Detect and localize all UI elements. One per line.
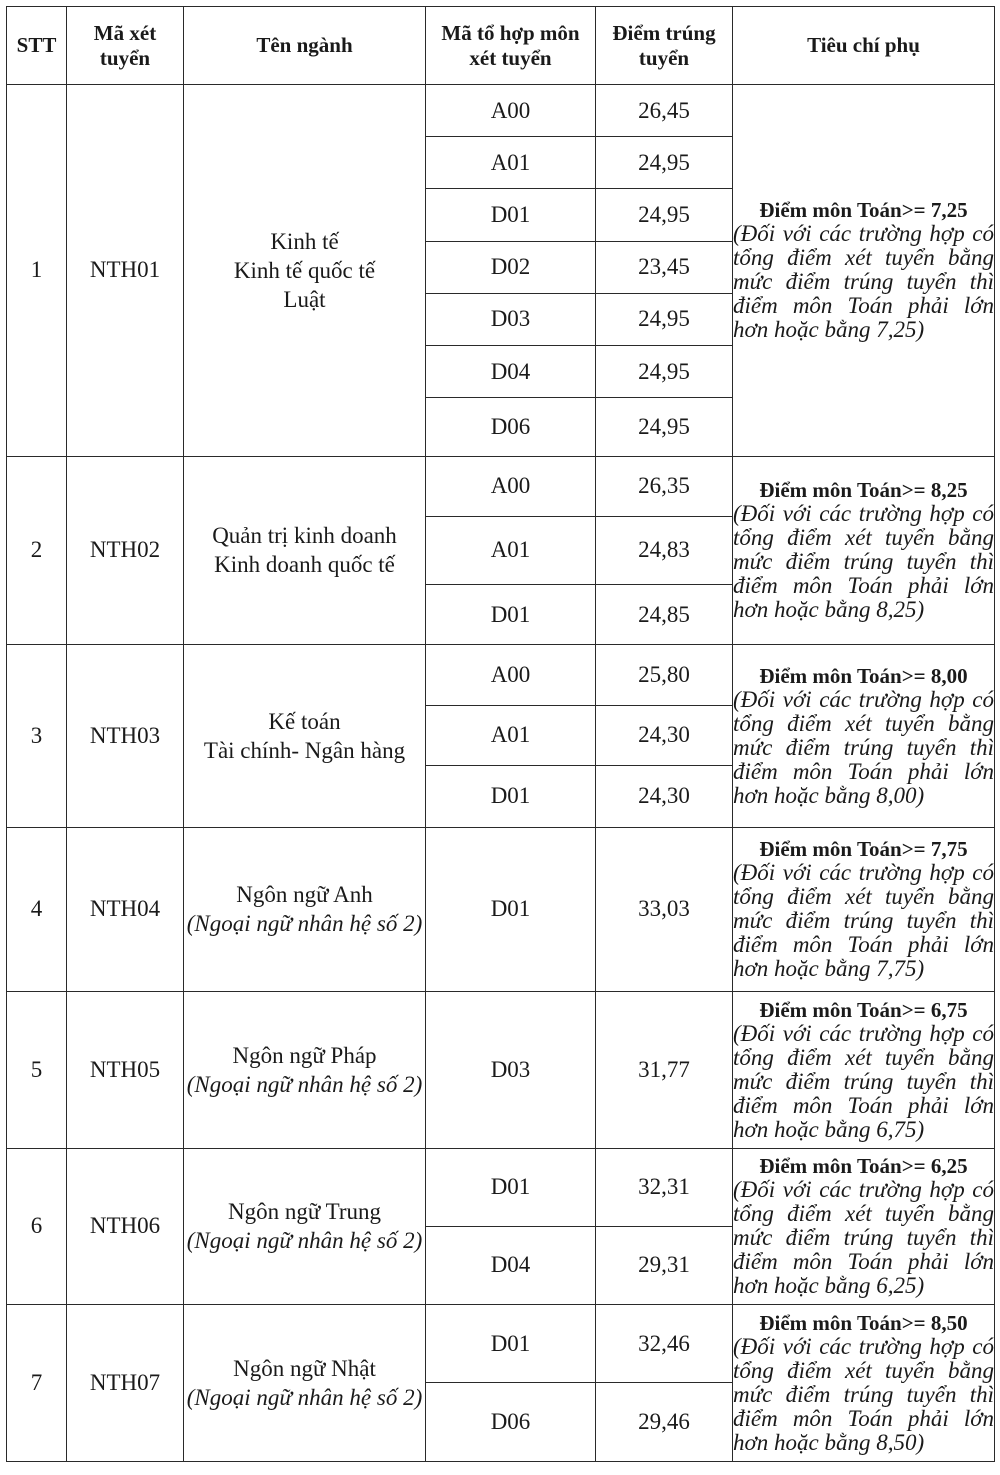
header-row <box>7 7 995 85</box>
header-combo: Mã tổ hợp môn xét tuyển <box>426 7 596 85</box>
score-cell: 24,85 <box>596 585 733 645</box>
admission-code-cell: NTH05 <box>67 991 184 1148</box>
score-cell: 24,95 <box>596 189 733 241</box>
combo-code-cell: D06 <box>426 1383 596 1462</box>
score-cell: 24,95 <box>596 398 733 456</box>
score-cell: 31,77 <box>596 991 733 1148</box>
criteria-note: (Đối với các trường hợp có tổng điểm xét tuyển bằng mức điểm trúng tuyển thì điểm môn Toán phải lớn hơn hoặc bằng 8,50) <box>733 1334 994 1456</box>
stt-cell: 6 <box>7 1148 67 1305</box>
score-cell: 24,95 <box>596 346 733 398</box>
criteria-cell <box>733 828 995 992</box>
stt-cell: 7 <box>7 1305 67 1462</box>
criteria-note: (Đối với các trường hợp có tổng điểm xét tuyển bằng mức điểm trúng tuyển thì điểm môn Toán phải lớn hơn hoặc bằng 8,25) <box>733 501 994 623</box>
major-name-cell <box>184 828 426 992</box>
stt-cell: 1 <box>7 85 67 457</box>
major-note: (Ngoại ngữ nhân hệ số 2) <box>186 1228 423 1254</box>
header-score: Điểm trúng tuyển <box>596 7 733 85</box>
admission-code-cell: NTH02 <box>67 456 184 645</box>
major-name: Kế toán <box>268 709 341 735</box>
stt-cell: 2 <box>7 456 67 645</box>
header-stt: STT <box>7 7 67 85</box>
score-cell: 33,03 <box>596 828 733 992</box>
table-row <box>7 828 995 992</box>
criteria-title: Điểm môn Toán>= 7,75 <box>759 837 968 862</box>
combo-code-cell: A01 <box>426 137 596 189</box>
admission-code-cell: NTH07 <box>67 1305 184 1462</box>
table-row <box>7 85 995 137</box>
major-name: Kinh doanh quốc tế <box>214 552 395 578</box>
criteria-cell <box>733 85 995 457</box>
combo-code-cell: D03 <box>426 293 596 345</box>
criteria-note: (Đối với các trường hợp có tổng điểm xét tuyển bằng mức điểm trúng tuyển thì điểm môn Toán phải lớn hơn hoặc bằng 7,25) <box>733 221 994 343</box>
criteria-cell <box>733 645 995 828</box>
major-name: Ngôn ngữ Pháp <box>232 1042 377 1068</box>
major-name-cell <box>184 1148 426 1305</box>
major-name-cell <box>184 456 426 645</box>
admission-score-table <box>6 6 995 1462</box>
combo-code-cell: A00 <box>426 456 596 516</box>
admission-code-cell: NTH03 <box>67 645 184 828</box>
criteria-cell <box>733 456 995 645</box>
combo-code-cell: A00 <box>426 645 596 705</box>
table-row <box>7 991 995 1148</box>
major-name: Ngôn ngữ Nhật <box>233 1356 376 1382</box>
combo-code-cell: D01 <box>426 585 596 645</box>
score-cell: 24,83 <box>596 516 733 584</box>
criteria-note: (Đối với các trường hợp có tổng điểm xét tuyển bằng mức điểm trúng tuyển thì điểm môn Toán phải lớn hơn hoặc bằng 7,75) <box>733 860 994 982</box>
combo-code-cell: D06 <box>426 398 596 456</box>
score-cell: 29,31 <box>596 1226 733 1304</box>
major-name: Ngôn ngữ Trung <box>227 1199 382 1225</box>
criteria-title: Điểm môn Toán>= 7,25 <box>759 198 968 223</box>
major-note: (Ngoại ngữ nhân hệ số 2) <box>186 911 423 937</box>
criteria-title: Điểm môn Toán>= 8,00 <box>759 664 968 689</box>
stt-cell: 4 <box>7 828 67 992</box>
criteria-cell <box>733 1148 995 1305</box>
major-name: Ngôn ngữ Anh <box>236 882 373 908</box>
table-row <box>7 645 995 705</box>
admission-code-cell: NTH04 <box>67 828 184 992</box>
score-cell: 24,30 <box>596 765 733 827</box>
major-name: Kinh tế quốc tế <box>233 257 376 283</box>
combo-code-cell: D03 <box>426 991 596 1148</box>
combo-code-cell: D01 <box>426 1148 596 1226</box>
table-row <box>7 1148 995 1226</box>
major-note: (Ngoại ngữ nhân hệ số 2) <box>186 1385 423 1411</box>
score-cell: 32,46 <box>596 1305 733 1383</box>
major-name: Luật <box>283 286 326 312</box>
table-body <box>7 85 995 1462</box>
major-name-cell <box>184 1305 426 1462</box>
major-name-cell <box>184 645 426 828</box>
table-row <box>7 1305 995 1383</box>
score-cell: 24,95 <box>596 293 733 345</box>
combo-code-cell: A01 <box>426 516 596 584</box>
combo-code-cell: D01 <box>426 189 596 241</box>
header-code: Mã xét tuyển <box>67 7 184 85</box>
criteria-note: (Đối với các trường hợp có tổng điểm xét tuyển bằng mức điểm trúng tuyển thì điểm môn Toán phải lớn hơn hoặc bằng 6,25) <box>733 1177 994 1299</box>
criteria-cell <box>733 991 995 1148</box>
criteria-title: Điểm môn Toán>= 8,50 <box>759 1311 968 1336</box>
score-cell: 26,35 <box>596 456 733 516</box>
major-name-cell <box>184 85 426 457</box>
major-name-cell <box>184 991 426 1148</box>
score-cell: 29,46 <box>596 1383 733 1462</box>
stt-cell: 3 <box>7 645 67 828</box>
combo-code-cell: D04 <box>426 1226 596 1304</box>
major-name: Kinh tế <box>270 228 339 254</box>
combo-code-cell: A00 <box>426 85 596 137</box>
admission-code-cell: NTH06 <box>67 1148 184 1305</box>
header-major: Tên ngành <box>184 7 426 85</box>
criteria-title: Điểm môn Toán>= 6,75 <box>759 997 968 1022</box>
combo-code-cell: D01 <box>426 1305 596 1383</box>
criteria-title: Điểm môn Toán>= 8,25 <box>759 478 968 503</box>
combo-code-cell: D01 <box>426 765 596 827</box>
table-row <box>7 456 995 516</box>
score-cell: 24,30 <box>596 705 733 765</box>
admission-code-cell: NTH01 <box>67 85 184 457</box>
criteria-note: (Đối với các trường hợp có tổng điểm xét tuyển bằng mức điểm trúng tuyển thì điểm môn Toán phải lớn hơn hoặc bằng 6,75) <box>733 1020 994 1142</box>
score-cell: 25,80 <box>596 645 733 705</box>
score-cell: 24,95 <box>596 137 733 189</box>
header-criteria: Tiêu chí phụ <box>733 7 995 85</box>
major-name: Quản trị kinh doanh <box>212 523 397 549</box>
score-cell: 32,31 <box>596 1148 733 1226</box>
criteria-note: (Đối với các trường hợp có tổng điểm xét tuyển bằng mức điểm trúng tuyển thì điểm môn Toán phải lớn hơn hoặc bằng 8,00) <box>733 687 994 809</box>
score-cell: 23,45 <box>596 241 733 293</box>
combo-code-cell: D01 <box>426 828 596 992</box>
combo-code-cell: D02 <box>426 241 596 293</box>
score-cell: 26,45 <box>596 85 733 137</box>
major-name: Tài chính- Ngân hàng <box>203 738 406 764</box>
criteria-cell <box>733 1305 995 1462</box>
combo-code-cell: A01 <box>426 705 596 765</box>
criteria-title: Điểm môn Toán>= 6,25 <box>759 1154 968 1179</box>
major-note: (Ngoại ngữ nhân hệ số 2) <box>186 1071 423 1097</box>
stt-cell: 5 <box>7 991 67 1148</box>
combo-code-cell: D04 <box>426 346 596 398</box>
